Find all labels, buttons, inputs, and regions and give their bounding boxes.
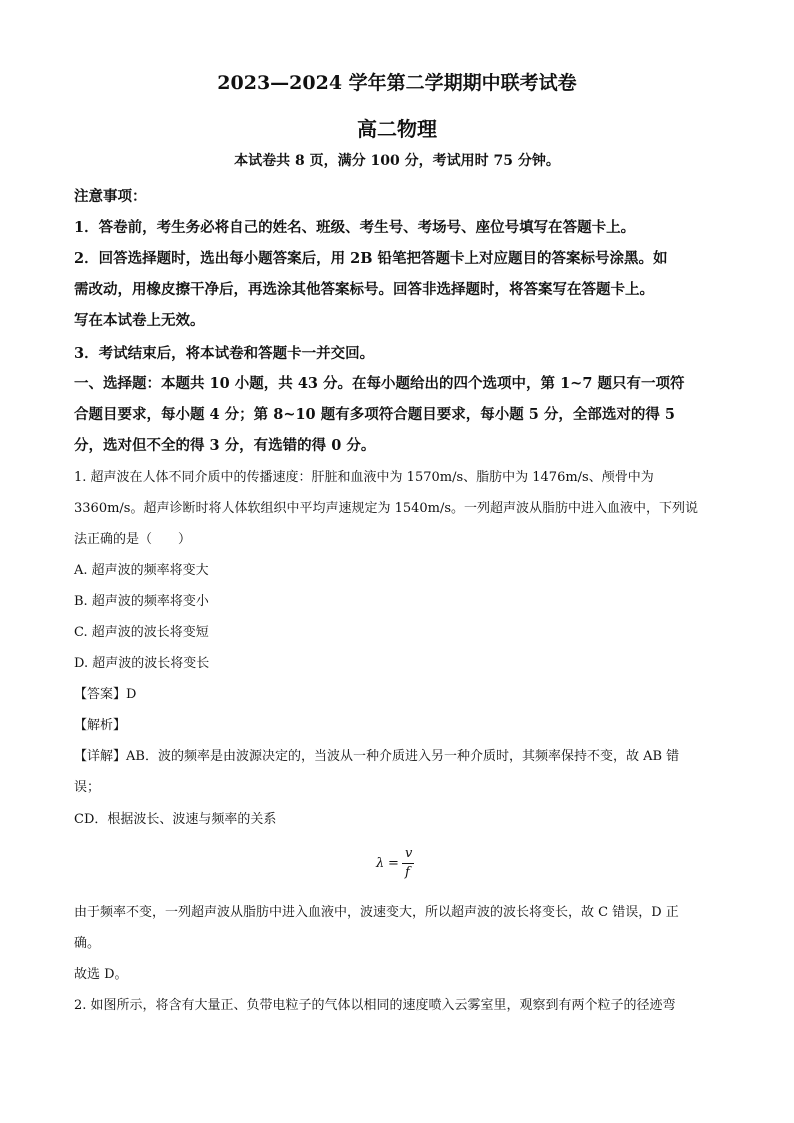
question-1-stem: 3360m/s。超声诊断时将人体软组织中平均声速规定为 1540m/s。一列超声波从脂肪中进入血液中，下列说 bbox=[74, 501, 699, 516]
formula-numerator: v bbox=[405, 846, 413, 861]
note-line: 2．回答选择题时，选出每小题答案后，用 2B 铅笔把答题卡上对应题目的答案标号涂黑。如 bbox=[74, 250, 668, 267]
note-line: 3．考试结束后，将本试卷和答题卡一并交回。 bbox=[74, 345, 375, 362]
analysis-conclusion: 由于频率不变，一列超声波从脂肪中进入血液中，波速变大，所以超声波的波长将变长，故 C 错误，D 正 bbox=[74, 905, 679, 920]
question-1-stem: 法正确的是（ ） bbox=[74, 532, 192, 547]
option-b: B. 超声波的频率将变小 bbox=[74, 594, 209, 609]
option-a: A. 超声波的频率将变大 bbox=[74, 563, 209, 578]
formula-lambda: λ bbox=[376, 856, 385, 871]
wavelength-formula bbox=[376, 846, 436, 882]
option-d: D. 超声波的波长将变长 bbox=[74, 656, 210, 671]
section-instruction: 一、选择题：本题共 10 小题，共 43 分。在每小题给出的四个选项中，第 1~7 题只有一项符 bbox=[74, 375, 685, 392]
analysis-conclusion: 确。 bbox=[74, 936, 101, 951]
exam-subtitle: 本试卷共 8 页，满分 100 分，考试用时 75 分钟。 bbox=[234, 153, 560, 169]
analysis-heading: 【解析】 bbox=[74, 718, 127, 733]
formula-equals: = bbox=[388, 856, 399, 871]
subject-title: 高二物理 bbox=[357, 117, 437, 141]
notes-heading: 注意事项： bbox=[74, 188, 147, 205]
analysis-conclusion: 故选 D。 bbox=[74, 967, 128, 982]
option-c: C. 超声波的波长将变短 bbox=[74, 625, 209, 640]
analysis-detail: CD．根据波长、波速与频率的关系 bbox=[74, 812, 277, 827]
question-1-stem: 1. 超声波在人体不同介质中的传播速度：肝脏和血液中为 1570m/s、脂肪中为 1476m/s、颅骨中为 bbox=[74, 470, 654, 485]
note-line: 写在本试卷上无效。 bbox=[74, 312, 205, 329]
exam-title: 2023—2024 学年第二学期期中联考试卷 bbox=[217, 72, 577, 94]
fraction-bar bbox=[402, 863, 414, 864]
section-instruction: 分，选对但不全的得 3 分，有选错的得 0 分。 bbox=[74, 437, 376, 454]
formula-denominator: f bbox=[405, 865, 410, 880]
section-instruction: 合题目要求，每小题 4 分；第 8~10 题有多项符合题目要求，每小题 5 分，全部选对的得 5 bbox=[74, 406, 676, 423]
analysis-detail: 【详解】AB．波的频率是由波源决定的，当波从一种介质进入另一种介质时，其频率保持不变，故 AB 错 bbox=[74, 749, 680, 764]
note-line: 1．答卷前，考生务必将自己的姓名、班级、考生号、考场号、座位号填写在答题卡上。 bbox=[74, 219, 636, 236]
analysis-detail: 误； bbox=[74, 780, 101, 795]
note-line: 需改动，用橡皮擦干净后，再选涂其他答案标号。回答非选择题时，将答案写在答题卡上。 bbox=[74, 281, 654, 298]
answer-label: 【答案】D bbox=[74, 687, 137, 702]
question-2-stem: 2. 如图所示，将含有大量正、负带电粒子的气体以相同的速度喷入云雾室里，观察到有两个粒子的径迹弯 bbox=[74, 998, 676, 1013]
